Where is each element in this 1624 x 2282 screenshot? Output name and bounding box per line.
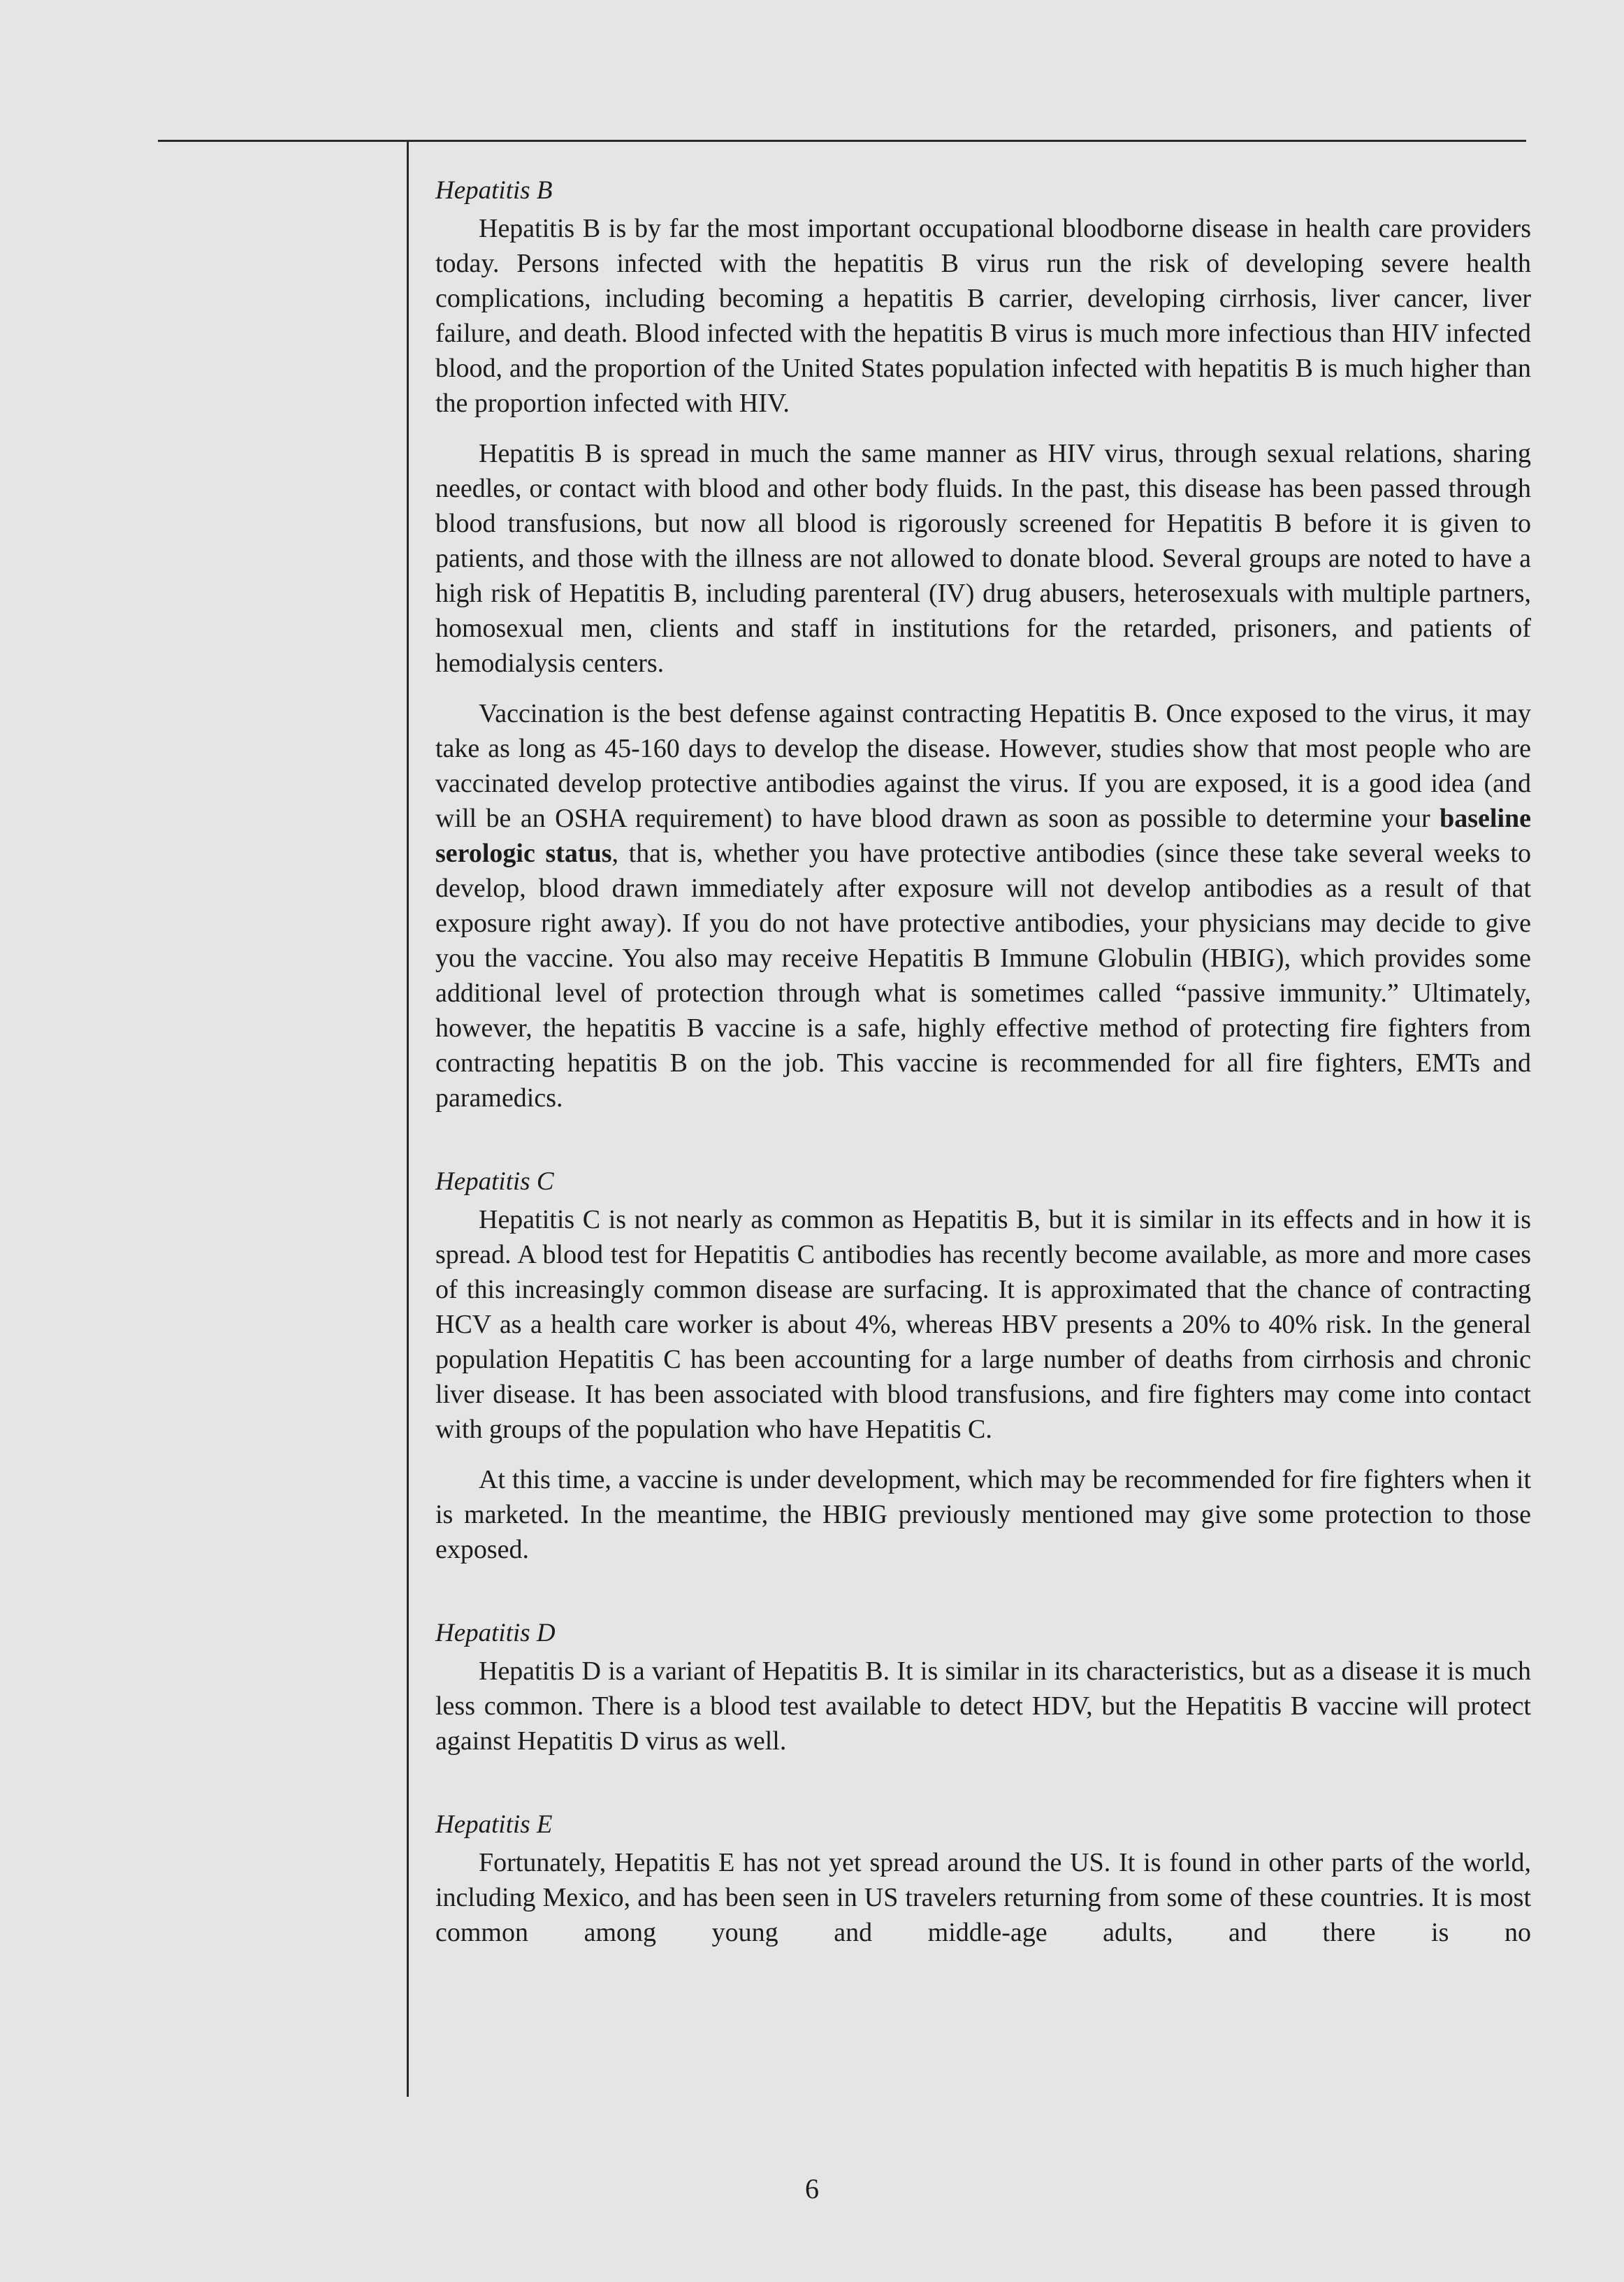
section-hepatitis-d xyxy=(435,1616,1531,1759)
section-hepatitis-b xyxy=(435,173,1531,1115)
margin-rule xyxy=(407,140,409,2097)
section-hepatitis-c xyxy=(435,1164,1531,1567)
paragraph: Hepatitis C is not nearly as common as Hepatitis B, but it is similar in its effects and in how it is spread. A blood test for Hepatitis C antibodies has recently become available, as more and more cases of this increasingly common disease are surfacing. It is approximated that the chance of contracting HCV as a health care worker is about 4%, whereas HBV presents a 20% to 40% risk. In the general population Hepatitis C has been accounting for a large number of deaths from cirrhosis and chronic liver disease. It has been associated with blood transfusions, and fire fighters may come into contact with groups of the population who have Hepatitis C. xyxy=(435,1205,1531,1444)
paragraph-text: , that is, whether you have protective antibodies (since these take several weeks to develop, blood drawn immediately after exposure will not develop antibodies as a result of that exposure right away). If you do not have protective antibodies, your physicians may decide to give you the vaccine. You also may receive Hepatitis B Immune Globulin (HBIG), which provides some additional level of protection through what is sometimes called “passive immunity.” Ultimately, however, the hepatitis B vaccine is a safe, highly effective method of protecting fire fighters from contracting hepatitis B on the job. This vaccine is recommended for all fire fighters, EMTs and paramedics. xyxy=(435,839,1531,1113)
section-heading: Hepatitis D xyxy=(435,1619,556,1647)
bold-term: baseline serologic status xyxy=(435,804,1531,868)
main-text-column xyxy=(435,173,1531,1989)
page-number: 6 xyxy=(805,2173,819,2204)
paragraph-text: Vaccination is the best defense against contracting Hepatitis B. Once exposed to the virus, it may take as long as 45-160 days to develop the disease. However, studies show that most people who are vaccinated develop protective antibodies against the virus. If you are exposed, it is a good idea (and will be an OSHA requirement) to have blood drawn as soon as possible to determine your xyxy=(435,699,1531,833)
top-rule xyxy=(158,140,1526,142)
paragraph: Hepatitis B is by far the most important occupational bloodborne disease in health care providers today. Persons infected with the hepatitis B virus run the risk of developing severe health complications, including becoming a hepatitis B carrier, developing cirrhosis, liver cancer, liver failure, and death. Blood infected with the hepatitis B virus is much more infectious than HIV infected blood, and the proportion of the United States population infected with hepatitis B is much higher than the proportion infected with HIV. xyxy=(435,214,1531,418)
section-heading: Hepatitis E xyxy=(435,1810,553,1839)
paragraph xyxy=(435,696,1531,1115)
paragraph: Hepatitis D is a variant of Hepatitis B. It is similar in its characteristics, but as a disease it is much less common. There is a blood test available to detect HDV, but the Hepatitis B vaccine will protect against Hepatitis D virus as well. xyxy=(435,1656,1531,1756)
section-hepatitis-e xyxy=(435,1807,1531,1950)
section-heading: Hepatitis C xyxy=(435,1167,554,1196)
paragraph: Fortunately, Hepatitis E has not yet spread around the US. It is found in other parts of the world, including Mexico, and has been seen in US travelers returning from some of these countries. It is most common among young and middle-age adults, and there is no xyxy=(435,1848,1531,1947)
paragraph: Hepatitis B is spread in much the same manner as HIV virus, through sexual relations, sharing needles, or contact with blood and other body fluids. In the past, this disease has been passed through blood transfusions, but now all blood is rigorously screened for Hepatitis B before it is given to patients, and those with the illness are not allowed to donate blood. Several groups are noted to have a high risk of Hepatitis B, including parenteral (IV) drug abusers, heterosexuals with multiple partners, homosexual men, clients and staff in institutions for the retarded, prisoners, and patients of hemodialysis centers. xyxy=(435,439,1531,678)
section-heading: Hepatitis B xyxy=(435,176,553,205)
paragraph: At this time, a vaccine is under development, which may be recommended for fire fighters when it is marketed. In the meantime, the HBIG previously mentioned may give some protection to those exposed. xyxy=(435,1465,1531,1564)
